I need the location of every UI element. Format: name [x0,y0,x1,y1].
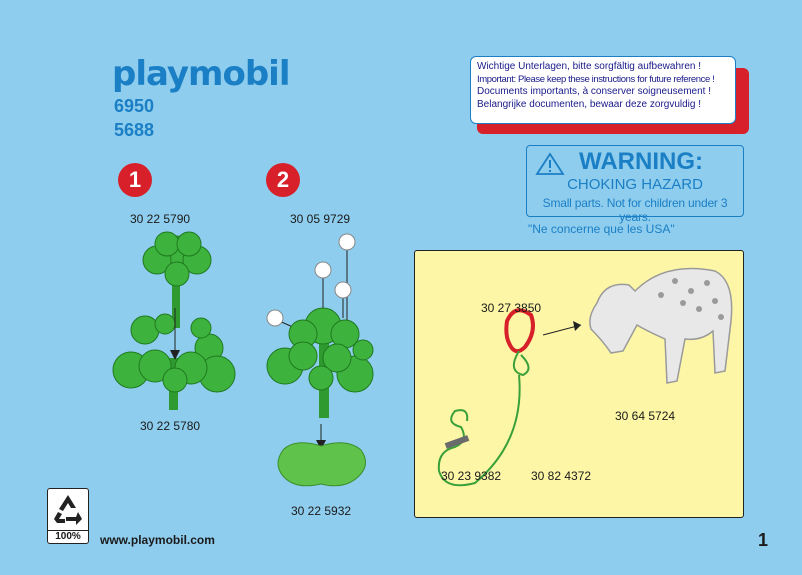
product-code-2: 5688 [114,120,155,140]
part-number: 30 64 5724 [615,409,676,423]
recycle-badge [47,488,89,544]
part-number: 30 22 5780 [140,419,201,433]
part-number: 30 05 9729 [290,212,351,226]
horse-accessories-panel [414,250,744,518]
recycle-percent: 100% [48,530,88,543]
part-number: 30 23 9382 [441,469,502,483]
notice-line-fr: Documents importants, à conserver soigneusement ! [477,86,711,97]
part-number: 30 82 4372 [531,469,592,483]
website-link[interactable]: www.playmobil.com [100,533,215,547]
step-2-badge: 2 [266,163,300,197]
part-number: 30 27 3850 [481,301,542,315]
warning-subtitle: CHOKING HAZARD [567,176,703,193]
warning-title: WARNING: [579,148,703,175]
warning-note: Small parts. Not for children under 3 years. [542,196,728,224]
keep-instructions-notice [470,56,736,124]
product-code-1: 6950 [114,96,155,116]
tree-assembly-illustration [105,228,245,418]
page-number: 1 [758,530,769,550]
part-number: 30 22 5932 [291,504,352,518]
notice-line-de: Wichtige Unterlagen, bitte sorgfältig aufbewahren ! [477,61,702,72]
choking-warning-box [526,145,744,224]
part-number: 30 22 5790 [130,212,191,226]
recycle-icon [52,492,84,528]
notice-line-en: Important: Please keep these instructions for future reference ! [477,73,715,85]
warning-triangle-icon [535,152,565,176]
flower-tree-illustration [255,228,385,498]
step-1-badge: 1 [118,163,152,197]
brand-logo: playmobil [112,54,290,94]
notice-line-nl: Belangrijke documenten, bewaar deze zorgvuldig ! [477,98,702,110]
usa-note: "Ne concerne que les USA" [528,222,675,236]
